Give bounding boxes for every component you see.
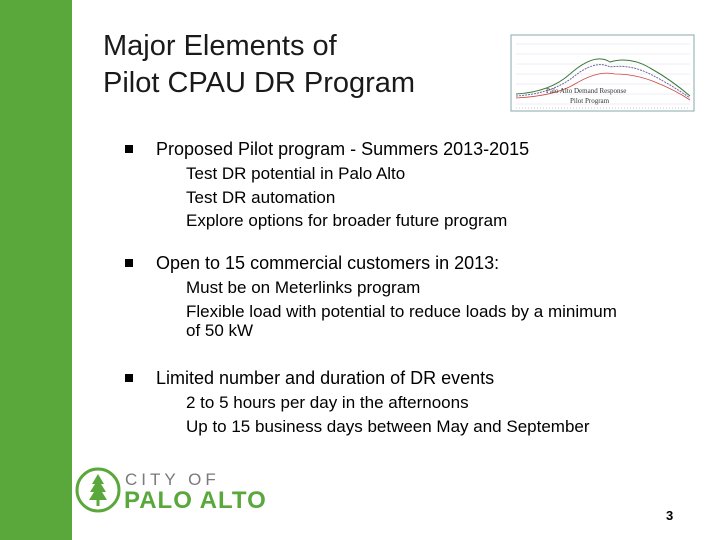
logo-city-of-text: CITY OF [125,470,220,489]
sub-item: Test DR automation [186,187,336,207]
square-bullet-icon [125,374,133,382]
sub-list [186,391,656,438]
program-thumbnail-image [510,34,695,112]
svg-text:Palo Alto Demand Response: Palo Alto Demand Response [546,87,627,95]
square-bullet-icon [125,145,133,153]
left-accent-bar [0,0,72,540]
sub-item: Flexible load with potential to reduce loads by a minimum of 50 kW [186,301,617,340]
sub-list [186,276,656,340]
sub-item: 2 to 5 hours per day in the afternoons [186,393,469,412]
sub-list [186,162,656,233]
sub-item: Test DR potential in Palo Alto [186,164,406,183]
sub-item: Must be on Meterlinks program [186,278,421,297]
bullet-text: Open to 15 commercial customers in 2013: [156,253,500,273]
tree-seal-icon [74,466,126,518]
logo-palo-alto-text: PALO ALTO [124,487,267,514]
bullet-text: Limited number and duration of DR events [156,368,495,388]
page-number: 3 [666,508,674,523]
svg-text:Pilot Program: Pilot Program [570,97,610,105]
slide-title [103,28,415,102]
sub-item: Up to 15 business days between May and September [186,416,590,436]
bullet-text: Proposed Pilot program - Summers 2013-2015 [156,139,530,159]
sub-item: Explore options for broader future program [186,211,508,230]
square-bullet-icon [125,259,133,267]
title-line-2: Pilot CPAU DR Program [103,67,416,99]
title-line-1: Major Elements of [103,30,337,62]
